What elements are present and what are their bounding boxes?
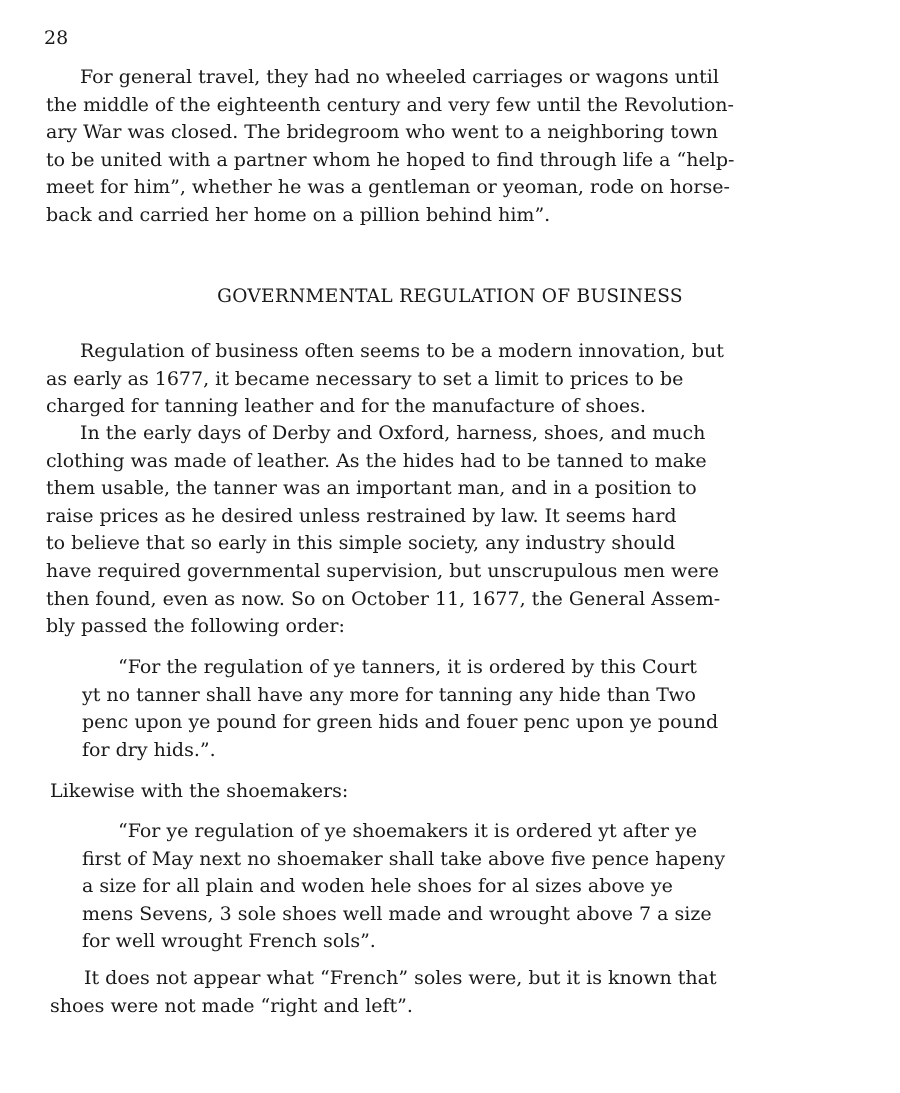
- text-line: clothing was made of leather. As the hides had to be tanned to make: [46, 449, 707, 472]
- text-line: shoes were not made “right and left”.: [50, 994, 413, 1017]
- text-line: yt no tanner shall have any more for tanning any hide than Two: [82, 683, 696, 706]
- text-line: to be united with a partner whom he hoped to find through life a “help-: [46, 148, 735, 171]
- paragraph-travel: [46, 64, 858, 230]
- text-line: Likewise with the shoemakers:: [50, 780, 349, 802]
- text-line: For general travel, they had no wheeled carriages or wagons until: [80, 66, 719, 88]
- paragraph-shoemakers-intro: [50, 778, 862, 806]
- text-line: meet for him”, whether he was a gentleman or yeoman, rode on horse-: [46, 176, 730, 199]
- text-line: a size for all plain and woden hele shoes for al sizes above ye: [82, 875, 673, 898]
- paragraph-tanners: [46, 420, 858, 641]
- text-line: Regulation of business often seems to be a modern innovation, but: [80, 340, 724, 362]
- section-heading: GOVERNMENTAL REGULATION OF BUSINESS: [217, 286, 683, 307]
- text-line: them usable, the tanner was an important man, and in a position to: [46, 477, 697, 500]
- quote-shoemakers-order: [82, 818, 862, 956]
- paragraph-french-soles: [50, 965, 862, 1020]
- text-line: “For ye regulation of ye shoemakers it is ordered yt after ye: [118, 820, 697, 842]
- text-line: then found, even as now. So on October 11, 1677, the General Assem-: [46, 587, 721, 610]
- text-line: mens Sevens, 3 sole shoes well made and wrought above 7 a size: [82, 902, 712, 925]
- text-line: “For the regulation of ye tanners, it is ordered by this Court: [118, 656, 697, 678]
- text-line: for well wrought French sols”.: [82, 930, 376, 953]
- page-number: 28: [44, 27, 69, 49]
- text-line: as early as 1677, it became necessary to set a limit to prices to be: [46, 367, 684, 390]
- text-line: first of May next no shoemaker shall take above five pence hapeny: [82, 847, 726, 870]
- text-line: for dry hids.”.: [82, 738, 216, 761]
- paragraph-regulation-intro: [46, 338, 858, 421]
- text-line: back and carried her home on a pillion behind him”.: [46, 203, 551, 226]
- text-line: In the early days of Derby and Oxford, harness, shoes, and much: [80, 422, 706, 444]
- text-line: penc upon ye pound for green hids and fouer penc upon ye pound: [82, 711, 719, 734]
- quote-tanners-order: [82, 654, 862, 764]
- text-line: raise prices as he desired unless restrained by law. It seems hard: [46, 504, 677, 527]
- text-line: have required governmental supervision, but unscrupulous men were: [46, 559, 719, 582]
- text-line: ary War was closed. The bridegroom who went to a neighboring town: [46, 121, 718, 144]
- text-line: the middle of the eighteenth century and very few until the Revolution-: [46, 93, 734, 116]
- text-line: to believe that so early in this simple society, any industry should: [46, 532, 676, 555]
- text-line: It does not appear what “French” soles were, but it is known that: [84, 967, 717, 989]
- text-line: bly passed the following order:: [46, 615, 345, 638]
- text-line: charged for tanning leather and for the manufacture of shoes.: [46, 395, 646, 418]
